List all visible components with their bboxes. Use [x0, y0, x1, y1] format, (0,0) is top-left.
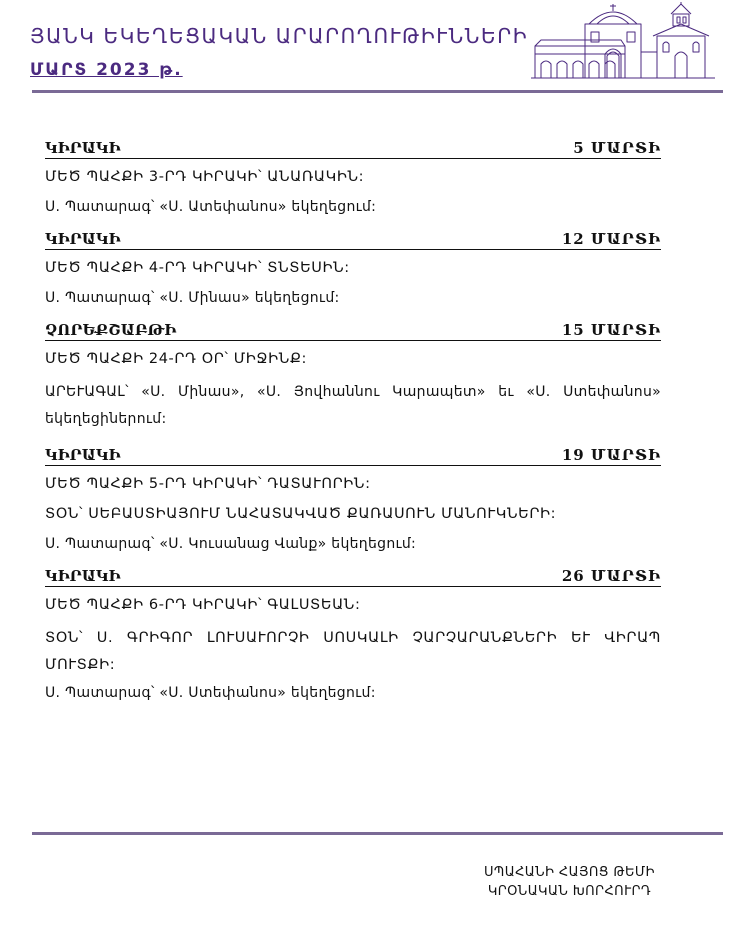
event-title: ՄԵԾ ՊԱՀՔԻ 5-ՐԴ ԿԻՐԱԿԻ՝ ԴԱՏԱՒՈՐԻՆ:: [45, 476, 371, 492]
header-divider: [32, 90, 723, 93]
event-vespers: ԱՐԵՒԱԳԱԼ՝ «Ս. Մինաս», «Ս. Յովհաննու Կարապետ» եւ «Ս. Ստեփանոս» եկեղեցիներում:: [45, 384, 661, 427]
event-item: [45, 227, 661, 308]
event-date: 12 ՄԱՐՏԻ: [561, 230, 661, 248]
event-item: [45, 136, 661, 217]
event-item: [45, 564, 661, 703]
page-subtitle: ՄԱՐՏ 2023 թ.: [30, 60, 183, 80]
event-liturgy: Ս. Պատարագ՝ «Ս. Ստեփանոս» եկեղեցում:: [45, 685, 376, 701]
event-heading: [45, 443, 661, 466]
event-feast: ՏՕՆ՝ ՍԵԲԱՍՏԻԱՅՈՒՄ ՆԱՀԱՏԱԿՎԱԾ ՔԱՌԱՍՈՒՆ ՄԱՆՈՒԿՆԵՐԻ:: [45, 506, 557, 522]
event-title: ՄԵԾ ՊԱՀՔԻ 24-ՐԴ ՕՐ՝ ՄԻՋԻՆՔ:: [45, 351, 307, 367]
event-day: ՉՈՐԵՔՇԱԲԹԻ: [45, 321, 177, 339]
event-title: ՄԵԾ ՊԱՀՔԻ 6-ՐԴ ԿԻՐԱԿԻ՝ ԳԱԼՍՏԵԱՆ:: [45, 597, 361, 613]
signature-block: [484, 863, 655, 901]
event-feast: ՏՕՆ՝ Ս. ԳՐԻԳՈՐ ԼՈՒՍԱՒՈՐՉԻ ՍՈՍԿԱԼԻ ՉԱՐՉԱՐԱՆՔՆԵՐԻ ԵՒ ՎԻՐԱՊ ՄՈՒՏՔԻ:: [45, 630, 661, 673]
event-title: ՄԵԾ ՊԱՀՔԻ 4-ՐԴ ԿԻՐԱԿԻ՝ ՏՆՏԵՍԻՆ:: [45, 260, 350, 276]
event-heading: [45, 227, 661, 250]
event-liturgy: Ս. Պատարագ՝ «Ս. Մինաս» եկեղեցում:: [45, 290, 340, 306]
event-date: 26 ՄԱՐՏԻ: [561, 567, 661, 585]
event-item: [45, 318, 661, 433]
event-date: 15 ՄԱՐՏԻ: [561, 321, 661, 339]
event-liturgy: Ս. Պատարագ՝ «Ս. Ատեփանոս» եկեղեցում:: [45, 199, 377, 215]
event-heading: [45, 318, 661, 341]
church-illustration-icon: [527, 2, 719, 88]
event-day: ԿԻՐԱԿԻ: [45, 446, 121, 464]
page-header: [0, 0, 730, 100]
events-list: [45, 136, 661, 713]
event-day: ԿԻՐԱԿԻ: [45, 139, 121, 157]
event-heading: [45, 564, 661, 587]
event-heading: [45, 136, 661, 159]
event-day: ԿԻՐԱԿԻ: [45, 230, 121, 248]
footer-council: ԿՐՕՆԱԿԱՆ ԽՈՐՀՈՒՐԴ: [487, 884, 652, 899]
event-date: 5 ՄԱՐՏԻ: [573, 139, 661, 157]
event-date: 19 ՄԱՐՏԻ: [561, 446, 661, 464]
event-item: [45, 443, 661, 554]
event-liturgy: Ս. Պատարագ՝ «Ս. Կուսանաց Վանք» եկեղեցում:: [45, 536, 417, 552]
event-title: ՄԵԾ ՊԱՀՔԻ 3-ՐԴ ԿԻՐԱԿԻ՝ ԱՆԱՌԱԿԻՆ:: [45, 169, 365, 185]
page-title: ՅԱՆԿ ԵԿԵՂԵՑԱԿԱՆ ԱՐԱՐՈՂՈՒԹԻՒՆՆԵՐԻ: [30, 24, 529, 48]
event-day: ԿԻՐԱԿԻ: [45, 567, 121, 585]
footer-divider: [32, 832, 723, 835]
footer-diocese: ՍՊԱՀԱՆԻ ՀԱՅՈՑ ԹԵՄԻ: [484, 865, 655, 880]
